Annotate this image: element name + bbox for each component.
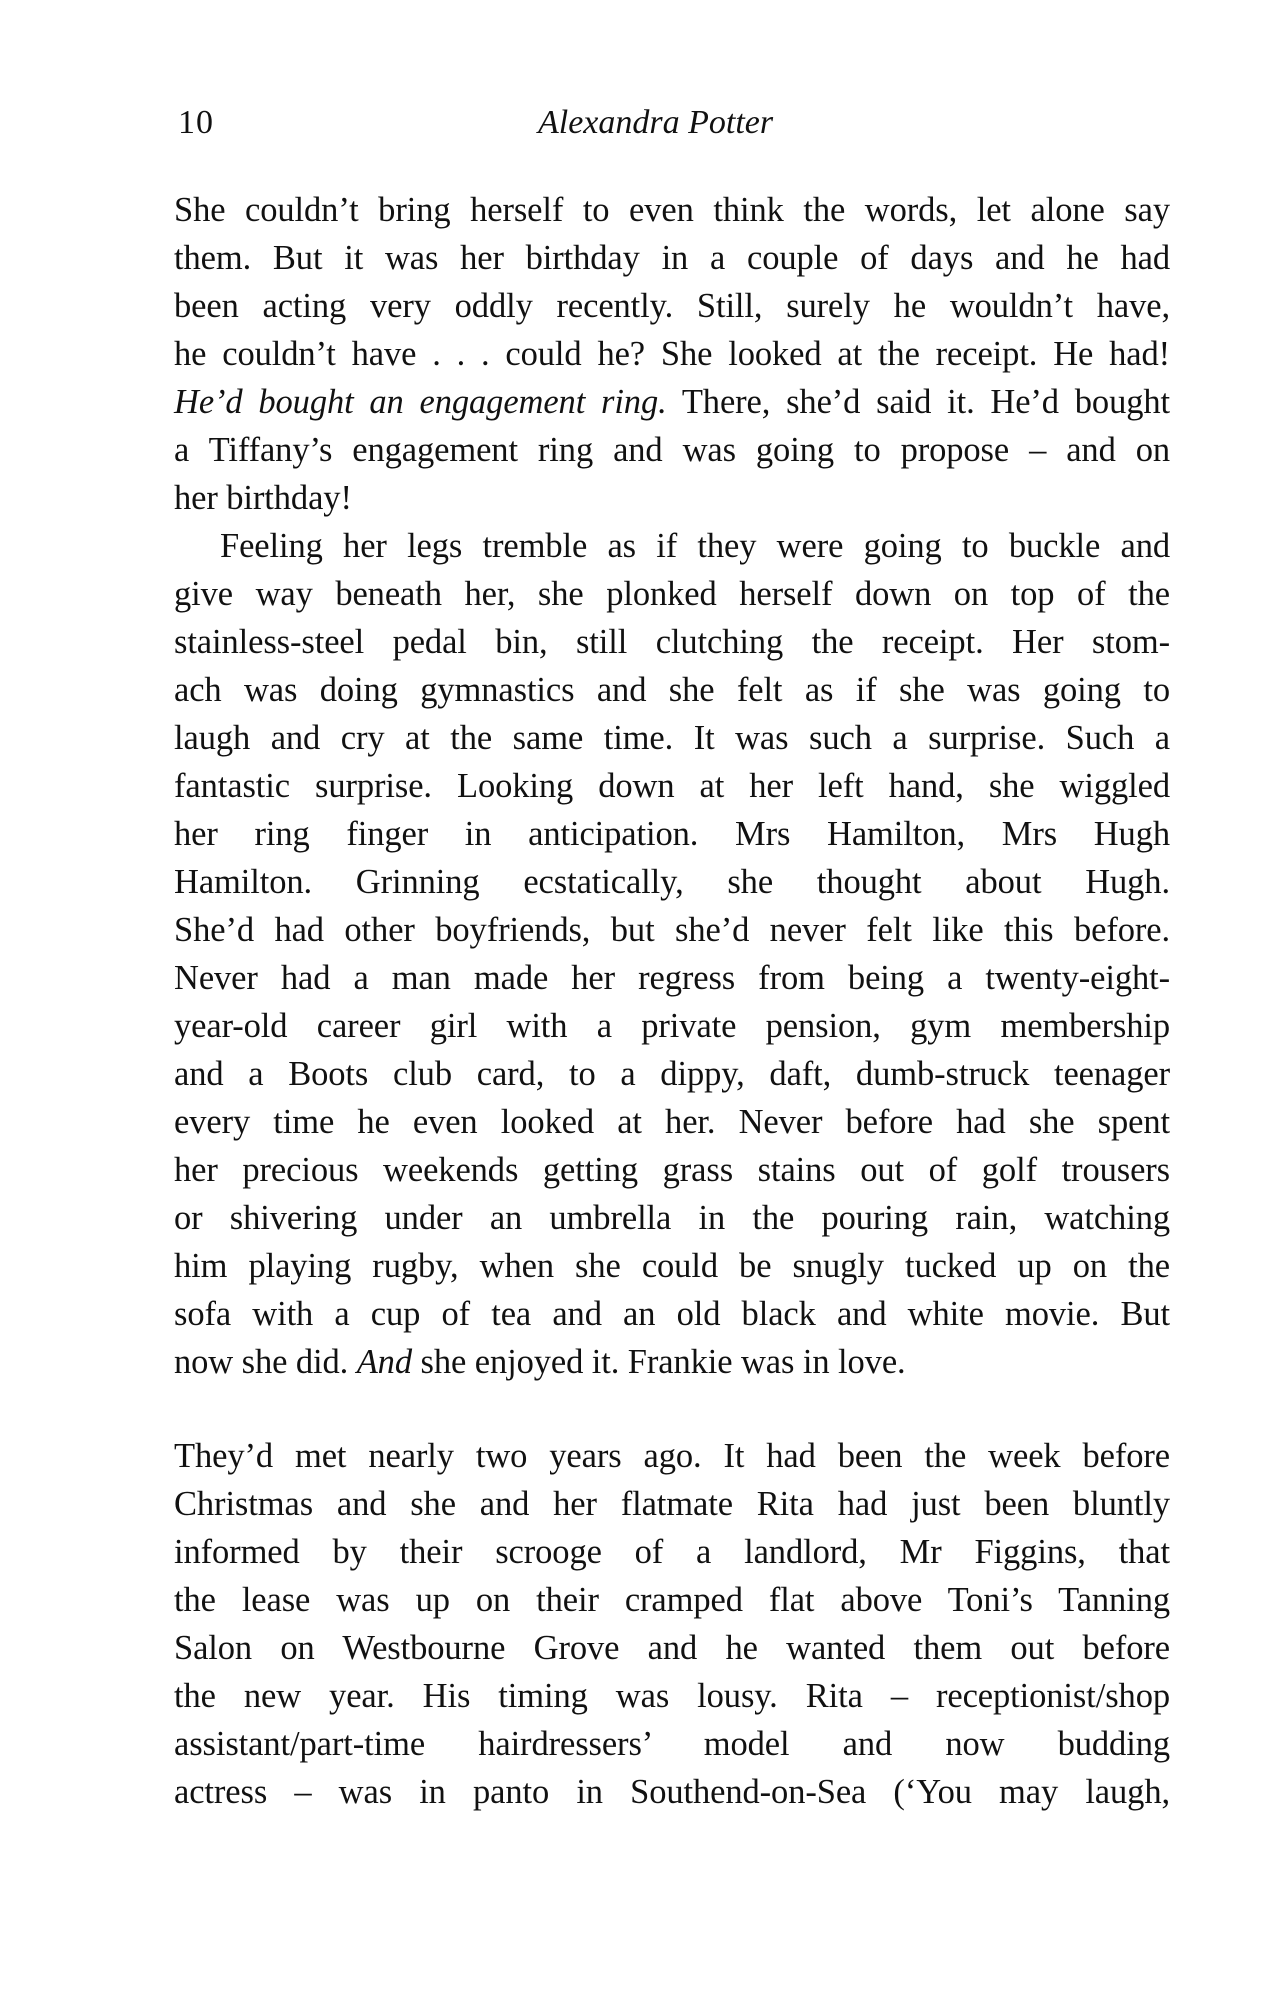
text-line: fantastic surprise. Looking down at her left hand, she wiggled: [174, 767, 1170, 805]
text-line: a Tiffany’s engagement ring and was going to propose – and on: [174, 431, 1170, 469]
text-line: laugh and cry at the same time. It was such a surprise. Such a: [174, 719, 1170, 757]
text-line: informed by their scrooge of a landlord, Mr Figgins, that: [174, 1533, 1170, 1571]
text-line: Feeling her legs tremble as if they were going to buckle and: [220, 527, 1170, 565]
text-line: been acting very oddly recently. Still, surely he wouldn’t have,: [174, 287, 1170, 325]
text-line: he couldn’t have . . . could he? She looked at the receipt. He had!: [174, 335, 1170, 373]
text-line: She’d had other boyfriends, but she’d never felt like this before.: [174, 911, 1170, 949]
text-line: sofa with a cup of tea and an old black and white movie. But: [174, 1295, 1170, 1333]
text-run: now she did.: [174, 1343, 349, 1381]
text-line: [174, 378, 1170, 426]
text-line: ach was doing gymnastics and she felt as if she was going to: [174, 671, 1170, 709]
text-line: and a Boots club card, to a dippy, daft, dumb-struck teenager: [174, 1055, 1170, 1093]
text-line: Christmas and she and her flatmate Rita had just been bluntly: [174, 1485, 1170, 1523]
text-line: stainless-steel pedal bin, still clutching the receipt. Her stom-: [174, 623, 1170, 661]
text-line: assistant/part-time hairdressers’ model and now budding: [174, 1725, 1170, 1763]
text-line: her ring finger in anticipation. Mrs Hamilton, Mrs Hugh: [174, 815, 1170, 853]
text-line: the lease was up on their cramped flat above Toni’s Tanning: [174, 1581, 1170, 1619]
text-line: him playing rugby, when she could be snugly tucked up on the: [174, 1247, 1170, 1285]
italic-phrase: He’d bought an engagement ring.: [174, 383, 667, 421]
text-line: Hamilton. Grinning ecstatically, she thought about Hugh.: [174, 863, 1170, 901]
text-line: her precious weekends getting grass stains out of golf trousers: [174, 1151, 1170, 1189]
text-line: [174, 1338, 1170, 1386]
italic-phrase: And: [356, 1343, 412, 1381]
text-line: them. But it was her birthday in a couple of days and he had: [174, 239, 1170, 277]
text-line: She couldn’t bring herself to even think the words, let alone say: [174, 191, 1170, 229]
text-line: Never had a man made her regress from being a twenty-eight-: [174, 959, 1170, 997]
text-line: year-old career girl with a private pension, gym membership: [174, 1007, 1170, 1045]
text-line: or shivering under an umbrella in the pouring rain, watching: [174, 1199, 1170, 1237]
page-number: 10: [178, 104, 214, 141]
text-line: every time he even looked at her. Never before had she spent: [174, 1103, 1170, 1141]
text-line: the new year. His timing was lousy. Rita – receptionist/shop: [174, 1677, 1170, 1715]
text-line: actress – was in panto in Southend-on-Sea (‘You may laugh,: [174, 1773, 1170, 1811]
body-text: [174, 186, 1170, 1816]
text-run: There, she’d said it. He’d bought: [681, 383, 1170, 421]
text-line: her birthday!: [174, 479, 352, 517]
running-title: Alexandra Potter: [538, 104, 774, 141]
text-line: give way beneath her, she plonked herself down on top of the: [174, 575, 1170, 613]
running-head: [178, 104, 1178, 154]
text-line: They’d met nearly two years ago. It had been the week before: [174, 1437, 1170, 1475]
text-run: she enjoyed it. Frankie was in love.: [420, 1343, 906, 1381]
section-break: [174, 1386, 1170, 1432]
text-line: Salon on Westbourne Grove and he wanted them out before: [174, 1629, 1170, 1667]
